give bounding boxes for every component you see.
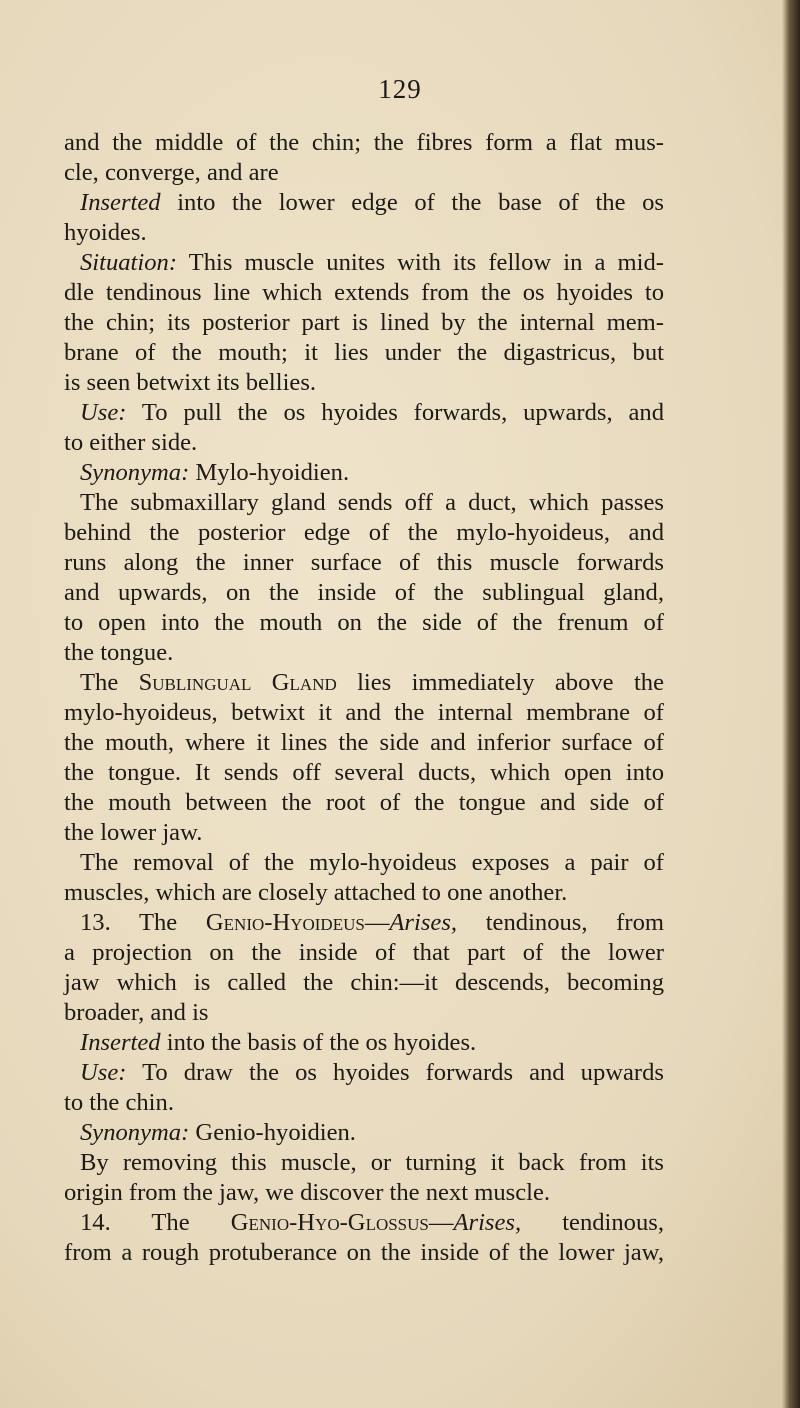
page-edge-shadow <box>782 0 800 1408</box>
text-line: to either side. <box>64 429 198 456</box>
text-line: to the chin. <box>64 1089 174 1116</box>
text-line: origin from the jaw, we discover the next muscle. <box>64 1179 551 1206</box>
text-line: Use: To draw the os hyoides forwards and upwards <box>80 1059 664 1086</box>
text-line: is seen betwixt its bellies. <box>64 369 317 396</box>
text-line: The submaxillary gland sends off a duct, which passes <box>80 489 664 516</box>
text-line: the chin; its posterior part is lined by the internal mem- <box>64 309 664 336</box>
text-line: By removing this muscle, or turning it back from its <box>80 1149 664 1176</box>
text-line: The Sublingual Gland lies immediately above the <box>80 669 664 696</box>
text-line: the mouth between the root of the tongue and side of <box>64 789 664 816</box>
text-line: runs along the inner surface of this muscle forwards <box>64 549 664 576</box>
text-line: and upwards, on the inside of the sublingual gland, <box>64 579 664 606</box>
text-line: the tongue. It sends off several ducts, which open into <box>64 759 664 786</box>
text-line: broader, and is <box>64 999 209 1026</box>
text-line: dle tendinous line which extends from the os hyoides to <box>64 279 664 306</box>
text-line: to open into the mouth on the side of the frenum of <box>64 609 664 636</box>
text-line: a projection on the inside of that part of the lower <box>64 939 664 966</box>
text-line: from a rough protuberance on the inside of the lower jaw, <box>64 1239 664 1266</box>
text-line: behind the posterior edge of the mylo-hyoideus, and <box>64 519 664 546</box>
text-line: the lower jaw. <box>64 819 203 846</box>
text-line: Inserted into the basis of the os hyoides. <box>80 1029 477 1056</box>
text-line: and the middle of the chin; the fibres form a flat mus- <box>64 129 664 156</box>
text-line: 14. The Genio-Hyo-Glossus—Arises, tendinous, <box>80 1209 664 1236</box>
page-number: 129 <box>378 74 422 104</box>
text-line: Inserted into the lower edge of the base of the os <box>80 189 664 216</box>
text-line: brane of the mouth; it lies under the digastricus, but <box>64 339 664 366</box>
text-line: the tongue. <box>64 639 174 666</box>
text-line: cle, converge, and are <box>64 159 279 186</box>
text-line: The removal of the mylo-hyoideus exposes a pair of <box>80 849 664 876</box>
body-text <box>64 128 664 1268</box>
text-line: Situation: This muscle unites with its fellow in a mid- <box>80 249 664 276</box>
text-line: jaw which is called the chin:—it descends, becoming <box>64 969 664 996</box>
text-line: the mouth, where it lines the side and inferior surface of <box>64 729 664 756</box>
text-line: Synonyma: Mylo-hyoidien. <box>80 459 350 486</box>
text-line: hyoides. <box>64 219 147 246</box>
text-line: Synonyma: Genio-hyoidien. <box>80 1119 356 1146</box>
text-line: Use: To pull the os hyoides forwards, upwards, and <box>80 399 664 426</box>
text-line: 13. The Genio-Hyoideus—Arises, tendinous, from <box>80 909 664 936</box>
text-line: mylo-hyoideus, betwixt it and the internal membrane of <box>64 699 664 726</box>
text-line: muscles, which are closely attached to one another. <box>64 879 568 906</box>
